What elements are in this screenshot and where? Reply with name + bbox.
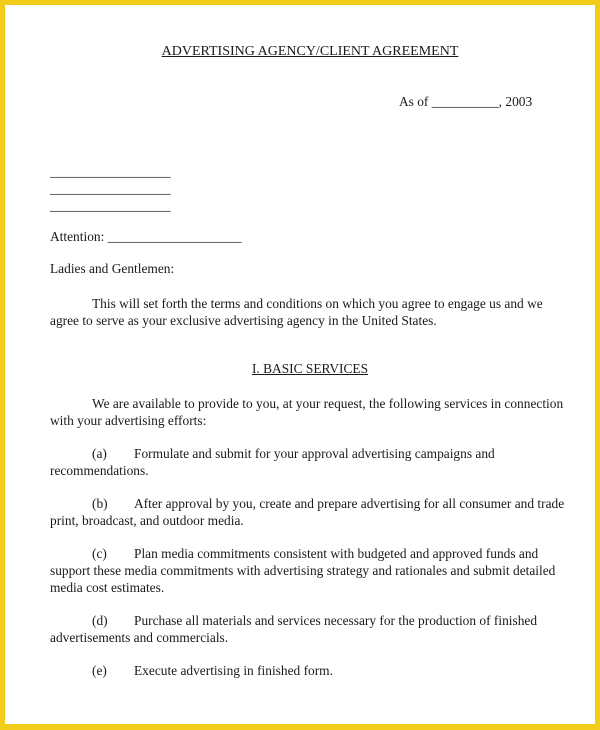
attention-line: Attention: ____________________ (50, 229, 242, 244)
address-line-2: __________________ (50, 181, 171, 196)
section-intro: We are available to provide to you, at your request, the following services in connection with your advertising efforts: (50, 396, 564, 428)
item-text: Purchase all materials and services necessary for the production of finished advertisements and commercials. (50, 613, 538, 645)
section-heading: I. BASIC SERVICES (251, 361, 369, 376)
item-label: (c) (92, 546, 107, 561)
item-text: Plan media commitments consistent with budgeted and approved funds and support these media commitments with advertising strategy and rationales and submit detailed media cost estimates. (50, 546, 556, 595)
document-title: ADVERTISING AGENCY/CLIENT AGREEMENT (161, 44, 459, 59)
item-label: (b) (92, 496, 108, 511)
address-line-1: __________________ (50, 164, 171, 179)
salutation: Ladies and Gentlemen: (50, 261, 175, 276)
item-text: Execute advertising in finished form. (134, 663, 333, 678)
item-text: Formulate and submit for your approval advertising campaigns and recommendations. (50, 446, 495, 478)
item-text: After approval by you, create and prepare advertising for all consumer and trade print, broadcast, and outdoor media. (50, 496, 565, 528)
address-line-3: __________________ (50, 198, 171, 213)
intro-paragraph: This will set forth the terms and conditions on which you agree to engage us and we agree to serve as your exclusive advertising agency in the United States. (50, 296, 543, 328)
item-label: (e) (92, 663, 107, 678)
item-label: (d) (92, 613, 108, 628)
item-label: (a) (92, 446, 107, 461)
date-line: As of __________, 2003 (399, 94, 533, 109)
